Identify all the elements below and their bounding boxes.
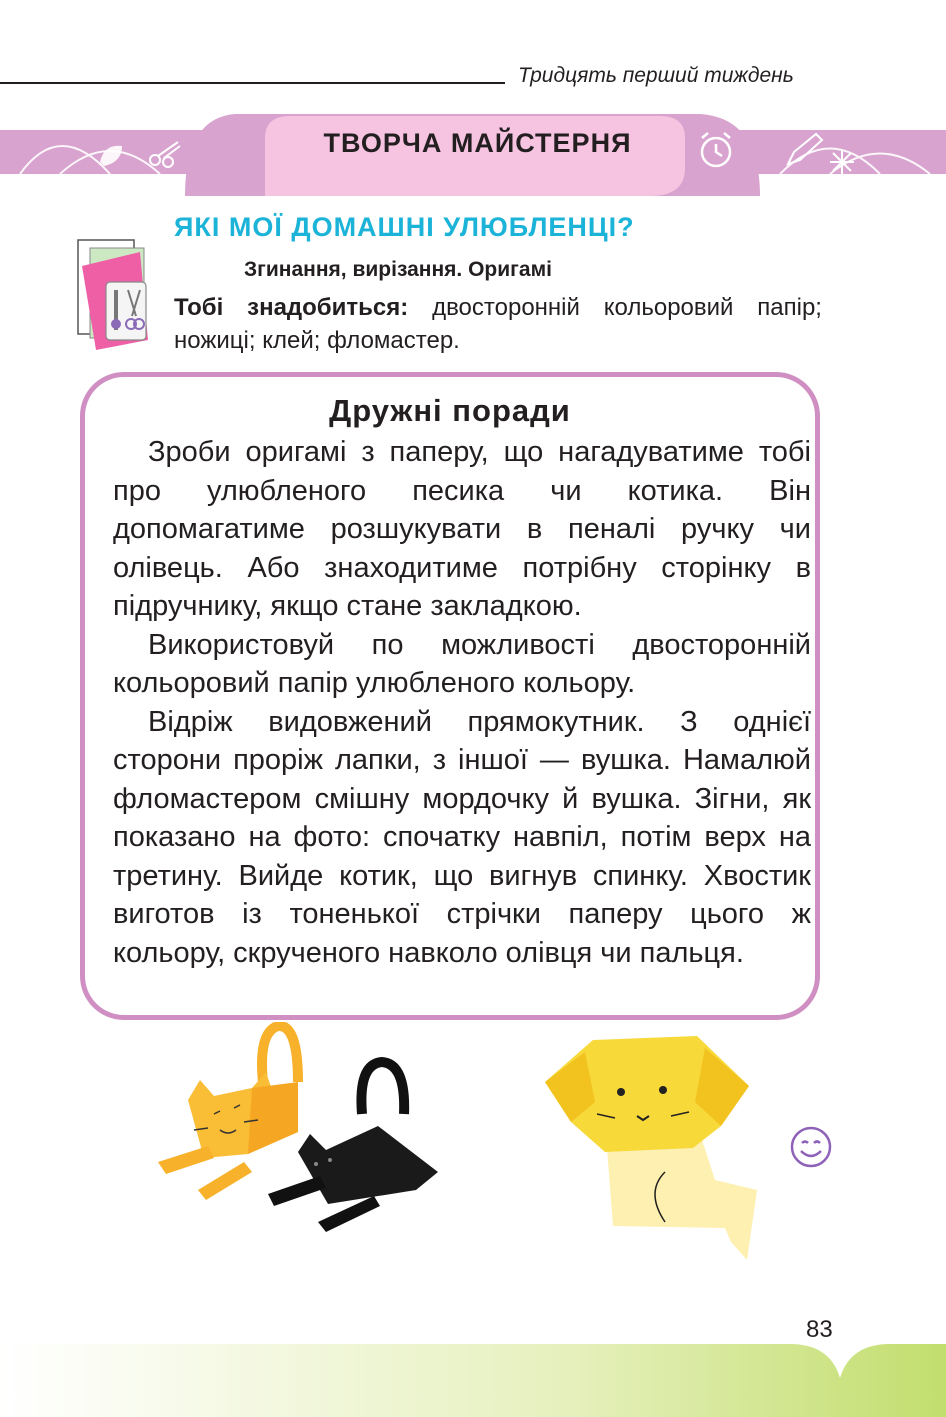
origami-dog-image <box>525 1012 765 1262</box>
supplies-text <box>174 291 822 357</box>
smiley-icon <box>789 1125 833 1169</box>
page-number: 83 <box>806 1316 833 1343</box>
tips-box <box>80 372 820 1020</box>
lesson-subtitle: Згинання, вирізання. Оригамі <box>244 258 552 281</box>
tips-paragraph: Зроби оригамі з паперу, що нагадуватиме тобі про улюбленого песика чи котика. Він допомагатиме розшукувати в пеналі ручку чи олівець. Або знаходитиме потрібну сторінку в підручнику, якщо стане закладкою. <box>113 436 811 622</box>
tips-paragraph: Використовуй по можливості двосторонній кольоровий папір улюбленого кольору. <box>113 628 811 699</box>
tips-paragraph: Відріж видовжений прямокутник. З однієї сторони проріж лапки, з іншої — вушка. Намалюй фломастером смішну мордочку й вушка. Зігни, як показано на фото: спочатку навпіл, потім верх на третину. Вийде котик, що вигнув спинку. Хвостик виготов із тоненької стрічки паперу цього ж кольору, скрученого навколо олівця чи пальця. <box>113 705 811 969</box>
section-title: ТВОРЧА МАЙСТЕРНЯ <box>323 128 632 158</box>
tips-title: Дружні поради <box>329 393 571 428</box>
supplies-list: двосторонній кольоровий папір; ножиці; клей; фломастер. <box>174 294 822 354</box>
footer-band <box>0 1338 946 1417</box>
header-rule <box>0 82 505 84</box>
supplies-icon <box>74 238 158 354</box>
supplies-label: Тобі знадобиться: <box>174 294 409 321</box>
lesson-title: ЯКІ МОЇ ДОМАШНІ УЛЮБЛЕНЦІ? <box>174 212 635 242</box>
tips-text <box>113 433 811 972</box>
week-label: Тридцять перший тиждень <box>518 64 794 87</box>
snowflake-icon <box>830 150 854 174</box>
origami-cats-image <box>148 1022 468 1234</box>
